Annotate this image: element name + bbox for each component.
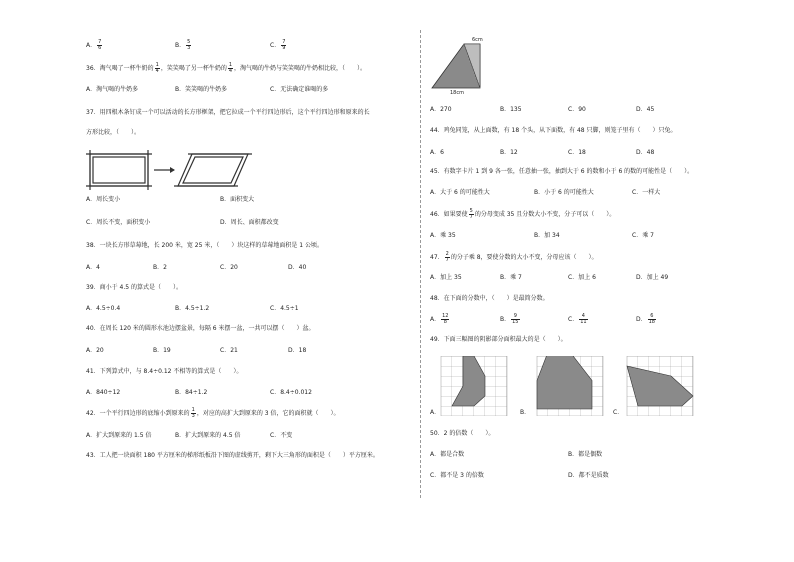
q45-option-c: C．一样大 [632,189,661,196]
q47-option-a: A．加上 35 [430,274,462,281]
q44-question: 44．鸡兔同笼，从上面数，有 18 个头，从下面数，有 48 只脚，则笼子里有（ ）只兔。 [430,127,677,134]
q42-option-c: C．不变 [270,432,293,439]
q48-option-b: B． $\frac{9}{15}$ [500,313,519,325]
q36-option-a: A．淘气喝的牛奶多 [86,86,139,93]
q38-option-c: C．20 [220,264,238,271]
q37-rectangle-to-parallelogram-figure [84,148,254,192]
q47-option-d: D．加上 49 [636,274,669,281]
q35-option-c: C． $\frac{7}{9}$ [270,39,286,51]
q37-option-b: B．面积变大 [220,196,255,203]
q40-option-c: C．21 [220,347,238,354]
q38-question: 38．一块长方形草莓地，长 200 米，宽 25 米，（ ）块这样的草莓地面积是 1 公顷。 [86,242,323,249]
q41-option-a: A．840÷12 [86,389,121,396]
column-divider [420,30,421,498]
q35-option-a: A． $\frac{7}{6}$ [86,39,102,51]
q40-question: 40．在周长 120 米的圆形水池边摆盆景，每隔 6 米摆一盆，一共可以摆（ ）盆。 [86,325,315,332]
q48-question: 48．在下面的分数中，（ ）是最简分数。 [430,295,549,302]
q41-option-c: C．8.4÷0.012 [270,389,312,396]
q45-option-a: A．大于 6 的可能性大 [430,189,490,196]
q48-option-d: D． $\frac{6}{18}$ [636,313,655,325]
q50-option-d: D．都不是质数 [568,472,609,479]
q49-question: 49．下面三幅图的阴影部分面积最大的是（ ）。 [430,336,567,343]
q35-option-b: B． $\frac{5}{3}$ [175,39,191,51]
q39-option-c: C．4.5÷1 [270,305,299,312]
q47-option-c: C．加上 6 [568,274,596,281]
fraction: $\frac{1}{3}$ [191,407,195,419]
fraction: $\frac{9}{15}$ [512,313,519,325]
q49-grid-figure-c [626,356,694,416]
q49-option-b: B． [520,409,531,416]
q40-option-d: D．18 [288,347,307,354]
q39-option-b: B．4.5÷1.2 [175,305,210,312]
q43-option-c: C．90 [568,106,586,113]
q44-option-d: D．48 [636,149,655,156]
q42-option-b: B．扩大到原来的 4.5 倍 [175,432,241,439]
fraction: $\frac{12}{8}$ [442,313,449,325]
fraction: $\frac{1}{4}$ [228,62,233,74]
q46-option-c: C．乘 7 [632,232,654,239]
q37-option-a: A．周长变小 [86,196,121,203]
fraction: $\frac{1}{4}$ [155,62,159,74]
trapezoid-bottom-label: 18cm [450,90,464,96]
q49-option-c: C． [613,409,624,416]
fraction: $\frac{5}{3}$ [187,39,191,51]
q48-option-a: A． $\frac{12}{8}$ [430,313,449,325]
q44-option-c: C．18 [568,149,586,156]
fraction: $\frac{2}{7}$ [445,251,449,263]
q47-question: 47． $\frac{2}{7}$ 的分子乘 8，要使分数的大小不变，分母应该（ ）。 [430,251,598,263]
q46-option-a: A．乘 35 [430,232,456,239]
q41-option-b: B．84÷1.2 [175,389,208,396]
fraction: $\frac{5}{7}$ [469,208,473,220]
q50-option-a: A．都是合数 [430,451,465,458]
q38-option-d: D．40 [288,264,307,271]
q49-grid-figure-a [440,356,508,416]
q48-option-c: C． $\frac{4}{11}$ [568,313,587,325]
q43-option-b: B．135 [500,106,522,113]
q44-option-b: B．12 [500,149,518,156]
q36-option-c: C．无法确定谁喝的多 [270,86,329,93]
q43-option-a: A．270 [430,106,452,113]
q40-option-a: A．20 [86,347,104,354]
q36-question: 36．淘气喝了一杯牛奶的 $\frac{1}{4}$ ，笑笑喝了另一杯牛奶的 $\frac{1}{4}$ ，淘气喝的牛奶与笑笑喝的牛奶相比较，（ ）。 [86,62,367,74]
q43-option-d: D．45 [636,106,655,113]
q43-question: 43．工人把一块面积 180 平方厘米的梯形纸板沿下图的虚线剪开，剩下大三角形的面积是（ ）平方厘米。 [86,452,379,459]
q37-question-line2: 方形比较，（ ）。 [86,129,141,136]
q36-option-b: B．笑笑喝的牛奶多 [175,86,228,93]
fraction: $\frac{6}{18}$ [648,313,655,325]
q42-option-a: A．扩大到原来的 1.5 倍 [86,432,152,439]
q49-grid-figure-b [536,356,604,416]
fraction: $\frac{7}{6}$ [98,39,102,51]
q40-option-b: B．19 [153,347,171,354]
q45-option-b: B．小于 6 的可能性大 [534,189,594,196]
q38-option-a: A．4 [86,264,100,271]
q37-option-c: C．周长不变，面积变小 [86,219,151,226]
q42-question: 42．一个平行四边形的底缩小到原来的 $\frac{1}{3}$ ，对应的高扩大到原来的 3 倍，它的面积就（ ）。 [86,407,340,419]
q39-question: 39．商小于 4.5 的算式是（ ）。 [86,284,182,291]
q50-question: 50．2 的倍数（ ）。 [430,430,495,437]
q46-option-b: B．加 34 [534,232,560,239]
q37-option-d: D．周长、面积都改变 [220,219,279,226]
q39-option-a: A．4.5÷0.4 [86,305,121,312]
trapezoid-top-label: 6cm [472,37,483,43]
q41-question: 41．下列算式中，与 8.4÷0.12 不相等的算式是（ ）。 [86,368,243,375]
fraction: $\frac{7}{9}$ [282,39,286,51]
fraction: $\frac{4}{11}$ [580,313,587,325]
q37-question-line1: 37．用四根木条钉成一个可以活动的长方形框架，把它拉成一个平行四边形后，这个平行四边形和原来的长 [86,109,370,116]
q44-option-a: A．6 [430,149,444,156]
q38-option-b: B．2 [153,264,167,271]
q50-option-c: C．都不是 3 的倍数 [430,472,484,479]
q50-option-b: B．都是偶数 [568,451,603,458]
q46-question: 46．如果要使 $\frac{5}{7}$ 的分母变成 35 且分数大小不变，分子可以（ ）。 [430,208,616,220]
q47-option-b: B．乘 7 [500,274,522,281]
q49-option-a: A． [430,409,441,416]
q45-question: 45．有数字卡片 1 到 9 各一张，任意抽一张，抽到大于 6 的数和小于 6 的数的可能性是（ ）。 [430,168,694,175]
